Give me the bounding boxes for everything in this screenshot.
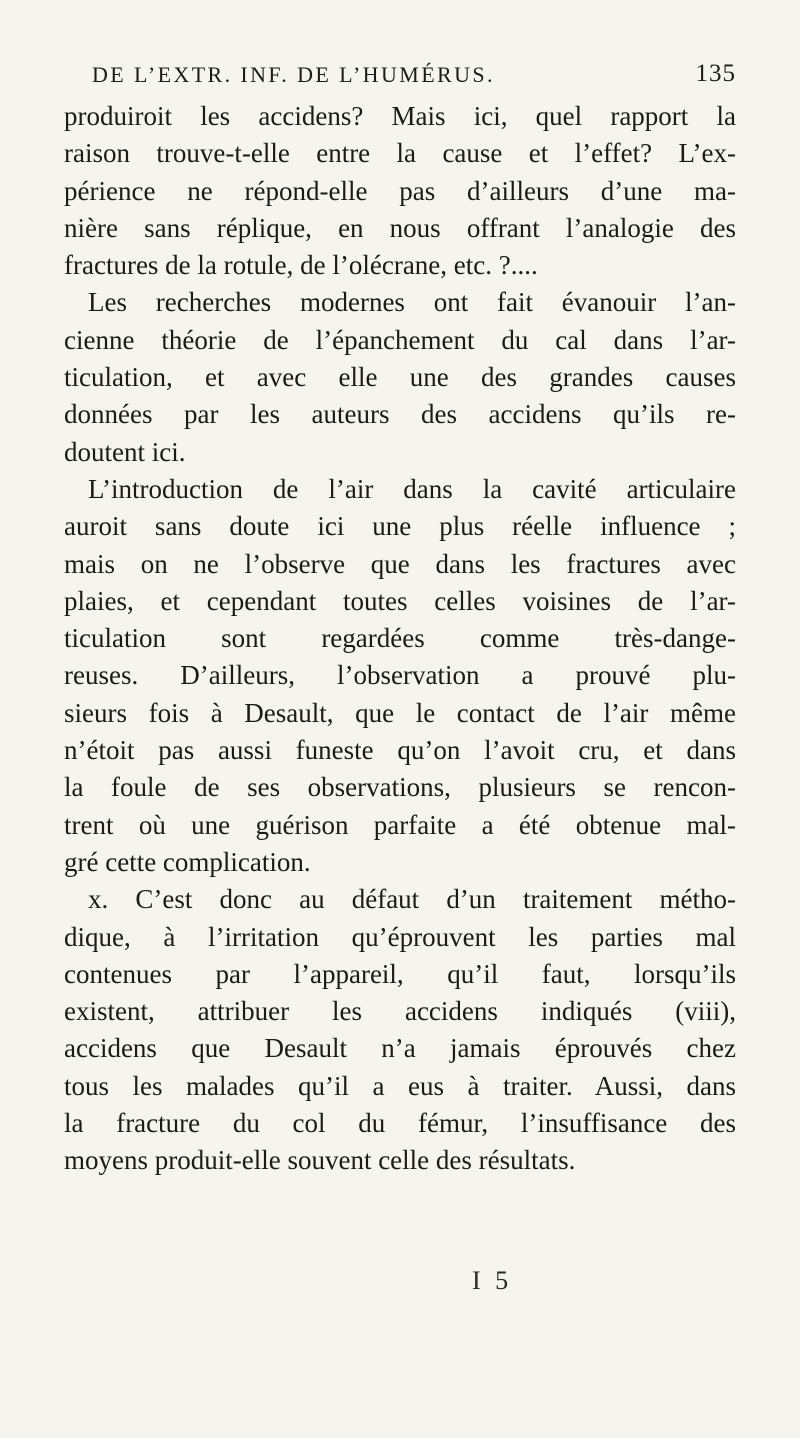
text-line: la foule de ses observations, plusieurs se rencon- xyxy=(64,772,736,803)
text-line: plaies, et cependant toutes celles voisines de l’ar- xyxy=(64,585,736,616)
text-line: raison trouve-t-elle entre la cause et l’effet? L’ex- xyxy=(64,138,736,169)
text-line: ticulation sont regardées comme très-dange- xyxy=(64,623,736,654)
text-line: reuses. D’ailleurs, l’observation a prouvé plu- xyxy=(64,660,736,691)
text-line: dique, à l’irritation qu’éprouvent les parties mal xyxy=(64,921,736,952)
running-head: DE L’EXTR. INF. DE L’HUMÉRUS. xyxy=(92,62,495,87)
text-line: contenues par l’appareil, qu’il faut, lorsqu’ils xyxy=(64,958,736,989)
text-line: doutent ici. xyxy=(64,436,186,467)
text-line: x. C’est donc au défaut d’un traitement métho- xyxy=(88,884,736,915)
text-line: auroit sans doute ici une plus réelle influence ; xyxy=(64,511,736,542)
page-number: 135 xyxy=(695,60,736,87)
text-line: sieurs fois à Desault, que le contact de l’air même xyxy=(64,697,736,728)
text-line: la fracture du col du fémur, l’insuffisance des xyxy=(64,1108,736,1139)
text-line: périence ne répond-elle pas d’ailleurs d’une ma- xyxy=(64,175,736,206)
signature-mark: I 5 xyxy=(472,1266,513,1295)
text-line: n’étoit pas aussi funeste qu’on l’avoit cru, et dans xyxy=(64,735,736,766)
text-line: existent, attribuer les accidens indiqués (viii), xyxy=(64,996,736,1027)
text-line: produiroit les accidens? Mais ici, quel rapport la xyxy=(64,101,736,131)
text-line: moyens produit-elle souvent celle des résultats. xyxy=(64,1145,576,1176)
text-line: mais on ne l’observe que dans les fractures avec xyxy=(64,548,736,579)
text-line: ticulation, et avec elle une des grandes causes xyxy=(64,362,736,393)
text-line: Les recherches modernes ont fait évanouir l’an- xyxy=(88,287,736,318)
text-line: nière sans réplique, en nous offrant l’analogie des xyxy=(64,212,736,243)
text-line: trent où une guérison parfaite a été obtenue mal- xyxy=(64,809,736,840)
text-line: fractures de la rotule, de l’olécrane, etc. ?.... xyxy=(64,250,538,281)
body-text xyxy=(64,98,736,1180)
text-line: cienne théorie de l’épanchement du cal dans l’ar- xyxy=(64,324,736,355)
text-line: données par les auteurs des accidens qu’ils re- xyxy=(64,399,736,430)
text-line: tous les malades qu’il a eus à traiter. Aussi, dans xyxy=(64,1070,736,1101)
text-line: gré cette complication. xyxy=(64,846,311,877)
text-line: L’introduction de l’air dans la cavité articulaire xyxy=(88,473,736,504)
text-line: accidens que Desault n’a jamais éprouvés chez xyxy=(64,1033,736,1064)
